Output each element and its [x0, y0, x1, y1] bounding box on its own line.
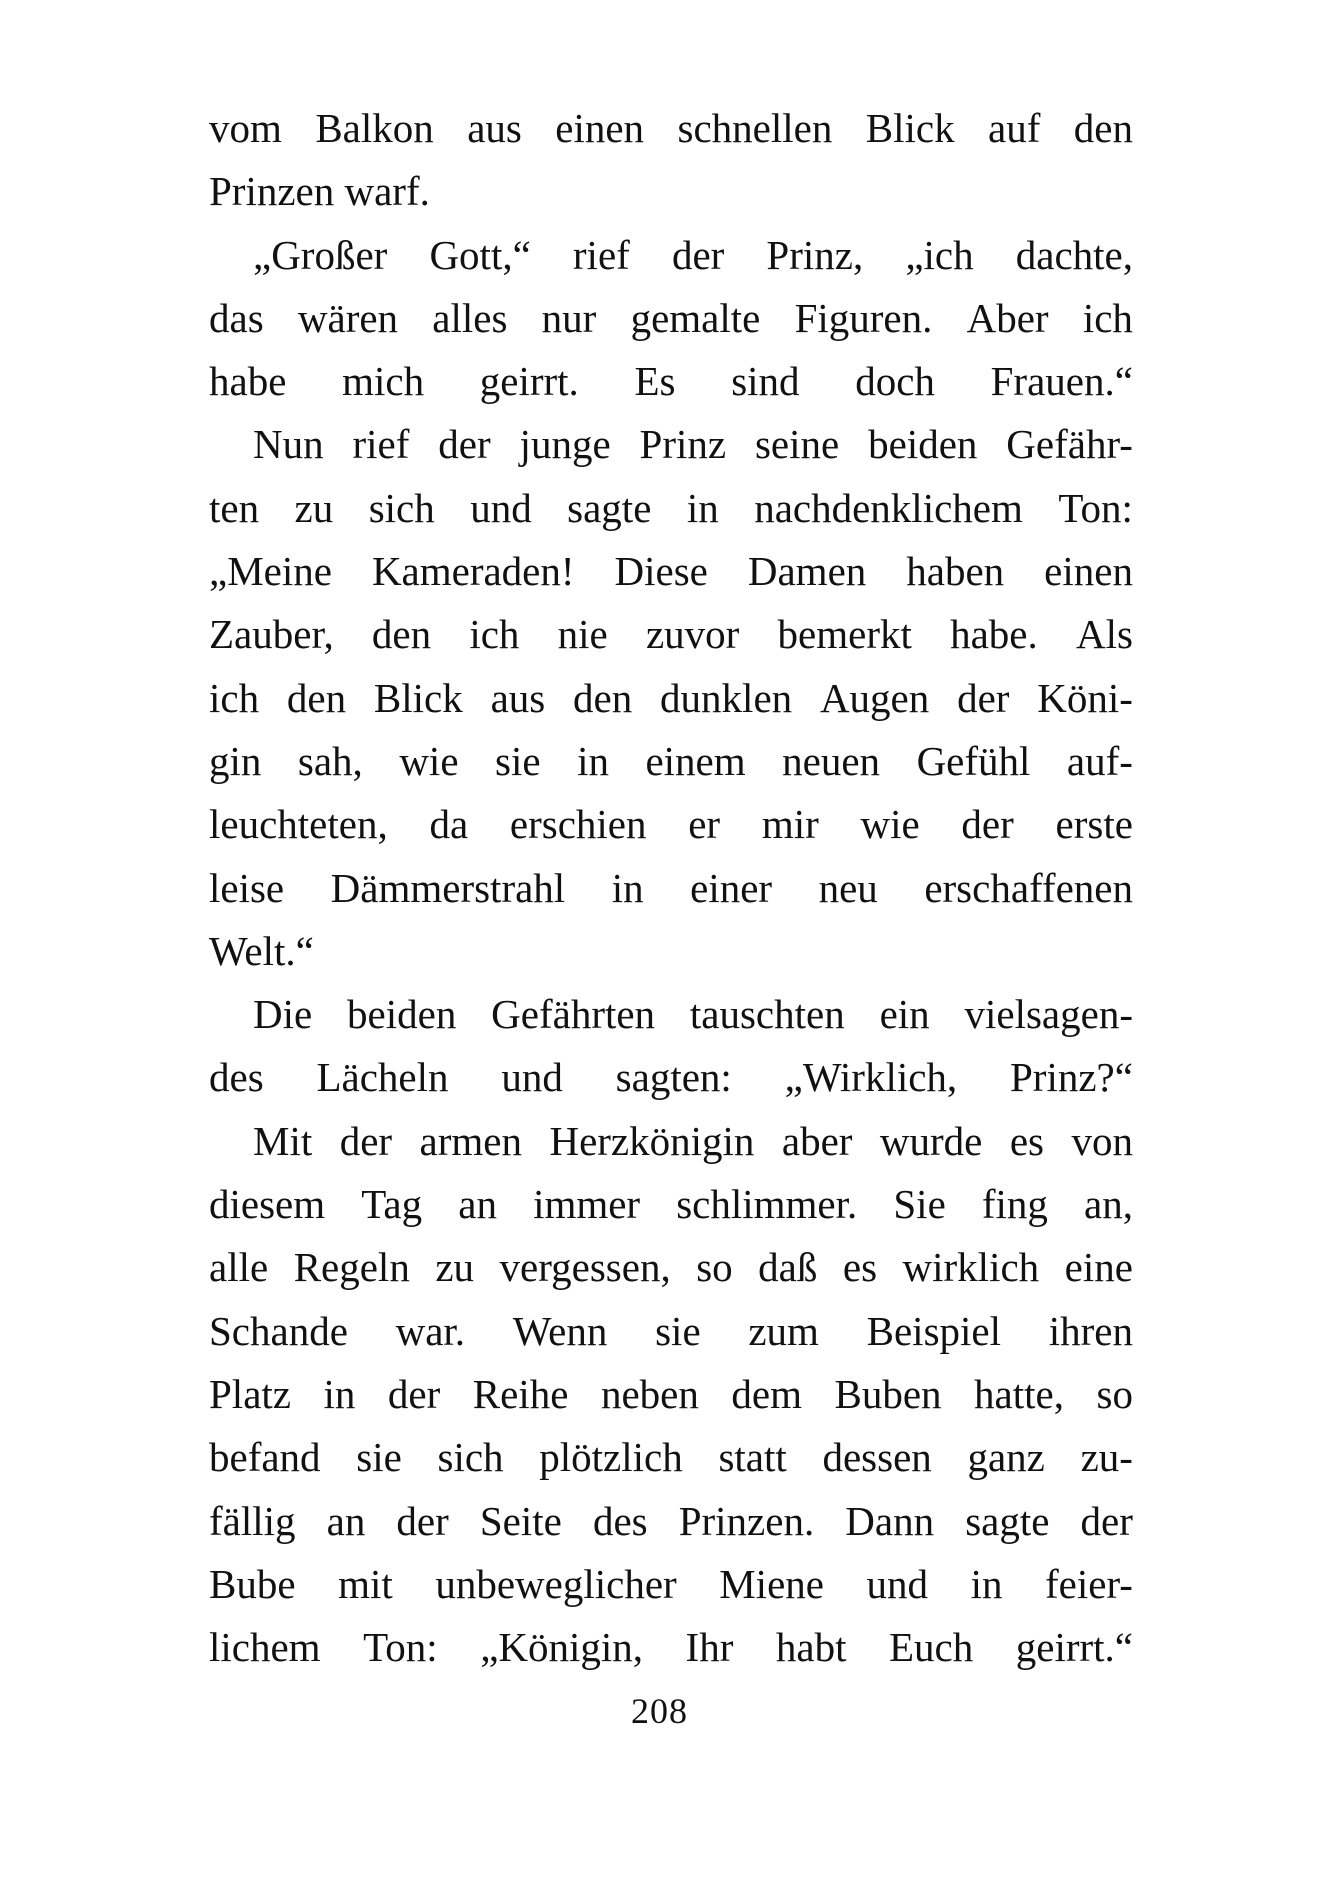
word: leise: [209, 864, 285, 911]
word: sagte: [567, 484, 652, 531]
word: es: [1009, 1117, 1045, 1164]
word: sich: [368, 484, 435, 531]
word: ganz: [967, 1434, 1045, 1481]
word: erschaffenen: [924, 864, 1133, 911]
word: und: [470, 484, 532, 531]
word: ihren: [1048, 1307, 1133, 1354]
word: der: [396, 1497, 449, 1544]
word: lichem: [209, 1624, 321, 1671]
word: des: [209, 1054, 264, 1101]
word: sagte: [965, 1497, 1050, 1544]
text-line: [209, 413, 1133, 476]
word: Platz: [209, 1370, 291, 1417]
word: an,: [1084, 1181, 1133, 1228]
word: Als: [1075, 611, 1133, 658]
word: auf-: [1066, 737, 1133, 784]
word: an: [458, 1181, 497, 1228]
word: Dämmerstrahl: [330, 864, 566, 911]
word: sich: [437, 1434, 504, 1481]
word: aus: [490, 674, 546, 721]
word: zum: [748, 1307, 819, 1354]
word: befand: [209, 1434, 321, 1481]
word: Prinz?“: [1010, 1054, 1133, 1101]
word: mir: [761, 801, 819, 848]
word: des: [592, 1497, 648, 1544]
word: neu: [818, 864, 878, 911]
word: diesem: [209, 1181, 326, 1228]
word: sie: [655, 1307, 701, 1354]
word: Gefähr-: [1006, 421, 1133, 468]
word: den: [573, 674, 633, 721]
word: einen: [1044, 548, 1133, 595]
word: so: [1096, 1370, 1133, 1417]
word: Köni-: [1037, 674, 1133, 721]
word: Es: [634, 358, 676, 405]
word: dem: [731, 1370, 802, 1417]
word: den: [371, 611, 432, 658]
word: Reihe: [472, 1370, 569, 1417]
word: auf: [988, 105, 1041, 151]
word: einen: [555, 105, 645, 151]
word: „Königin,: [480, 1624, 644, 1671]
word: Regeln: [293, 1244, 410, 1291]
word: der: [957, 674, 1010, 721]
word: Seite: [479, 1497, 562, 1544]
word: vergessen,: [499, 1244, 671, 1291]
word: sind: [731, 358, 800, 405]
word: ich: [1082, 294, 1133, 341]
text-line: [209, 97, 1133, 160]
text-line: [209, 1046, 1133, 1109]
word: wirklich: [902, 1244, 1040, 1291]
word: Augen: [819, 674, 930, 721]
word: seine: [754, 421, 840, 468]
word: ich: [469, 611, 520, 658]
text-line: Welt.“: [209, 927, 314, 974]
word: bemerkt: [777, 611, 912, 658]
body-text: [209, 97, 1133, 1679]
word: Dann: [845, 1497, 935, 1544]
word: feier-: [1045, 1560, 1133, 1607]
text-line: [209, 287, 1133, 350]
text-line: [209, 540, 1133, 603]
word: dunklen: [660, 674, 793, 721]
word: in: [577, 737, 609, 784]
word: ein: [879, 991, 930, 1038]
word: Sie: [893, 1181, 946, 1228]
word: der: [387, 1370, 441, 1417]
word: nachdenklichem: [754, 484, 1023, 531]
text-line: [209, 793, 1133, 856]
word: der: [671, 231, 725, 278]
word: Blick: [373, 674, 463, 721]
word: Diese: [614, 548, 708, 595]
word: alles: [432, 294, 508, 341]
word: unbeweglicher: [435, 1560, 677, 1607]
word: neben: [600, 1370, 699, 1417]
page-number: 208: [631, 1691, 688, 1731]
word: wären: [297, 294, 399, 341]
word: haben: [906, 548, 1005, 595]
word: Kameraden!: [371, 548, 575, 595]
word: wurde: [879, 1117, 983, 1164]
word: Schande: [209, 1307, 348, 1354]
word: Wenn: [512, 1307, 608, 1354]
text-line: [209, 603, 1133, 666]
text-line: [209, 983, 1133, 1046]
word: Bube: [209, 1560, 296, 1607]
word: leuchteten,: [209, 801, 388, 848]
word: habt: [775, 1624, 847, 1671]
word: einem: [645, 737, 746, 784]
text-line: [209, 1173, 1133, 1236]
word: tauschten: [689, 991, 845, 1038]
word: dachte,: [1015, 231, 1133, 278]
word: da: [429, 801, 469, 848]
word: gin: [209, 737, 262, 784]
word: armen: [419, 1117, 522, 1164]
word: hatte,: [974, 1370, 1064, 1417]
text-line: [209, 1553, 1133, 1616]
text-line: [209, 224, 1133, 287]
word: es: [842, 1244, 878, 1291]
word: sie: [356, 1434, 402, 1481]
word: sah,: [297, 737, 363, 784]
text-line: [209, 1363, 1133, 1426]
word: Mit: [253, 1117, 313, 1164]
word: mich: [342, 358, 425, 405]
word: Prinz,: [766, 231, 864, 278]
word: junge: [519, 421, 611, 468]
word: Gott,“: [429, 231, 531, 278]
word: wie: [399, 737, 459, 784]
word: „Meine: [209, 548, 332, 595]
text-line: [209, 1300, 1133, 1363]
word: Die: [253, 991, 313, 1038]
word: vom: [209, 105, 282, 151]
word: beiden: [347, 991, 457, 1038]
word: Beispiel: [866, 1307, 1002, 1354]
word: zu-: [1080, 1434, 1133, 1481]
word: sagten:: [615, 1054, 732, 1101]
word: Tag: [361, 1181, 423, 1228]
word: Ton:: [1058, 484, 1133, 531]
word: den: [1073, 105, 1133, 151]
word: von: [1071, 1117, 1133, 1164]
word: an: [326, 1497, 366, 1544]
word: statt: [718, 1434, 787, 1481]
word: erschien: [509, 801, 647, 848]
text-line: [209, 1616, 1133, 1679]
word: den: [286, 674, 347, 721]
word: Lächeln: [316, 1054, 449, 1101]
word: habe.: [950, 611, 1038, 658]
word: „Großer: [253, 231, 388, 278]
word: immer: [533, 1181, 641, 1228]
word: der: [339, 1117, 393, 1164]
word: der: [961, 801, 1014, 848]
word: plötzlich: [539, 1434, 683, 1481]
text-line: [209, 1236, 1133, 1299]
text-line: [209, 477, 1133, 540]
word: der: [438, 421, 491, 468]
word: Ihr: [685, 1624, 734, 1671]
word: gemalte: [630, 294, 761, 341]
word: Gefährten: [491, 991, 656, 1038]
text-line: [209, 1110, 1133, 1173]
word: Buben: [834, 1370, 942, 1417]
word: zu: [435, 1244, 475, 1291]
word: geirrt.“: [1015, 1624, 1133, 1671]
word: Zauber,: [209, 611, 334, 658]
word: „ich: [905, 231, 974, 278]
word: nie: [557, 611, 608, 658]
text-line: [209, 667, 1133, 730]
word: Frauen.“: [990, 358, 1133, 405]
word: aber: [781, 1117, 853, 1164]
text-line: [209, 350, 1133, 413]
word: fing: [981, 1181, 1048, 1228]
word: fällig: [209, 1497, 296, 1544]
word: in: [970, 1560, 1003, 1607]
word: das: [209, 294, 264, 341]
word: er: [688, 801, 721, 848]
word: zu: [294, 484, 334, 531]
word: einer: [690, 864, 773, 911]
word: beiden: [868, 421, 978, 468]
word: in: [686, 484, 719, 531]
word: aus: [467, 105, 522, 151]
word: Herzkönigin: [549, 1117, 755, 1164]
word: so: [696, 1244, 733, 1291]
word: Ton:: [363, 1624, 438, 1671]
word: dessen: [822, 1434, 932, 1481]
word: ten: [209, 484, 260, 531]
word: neuen: [782, 737, 881, 784]
word: Miene: [719, 1560, 824, 1607]
text-line: [209, 1490, 1133, 1553]
word: rief: [572, 231, 630, 278]
text-line: [209, 1426, 1133, 1489]
word: wie: [860, 801, 920, 848]
word: Prinzen.: [678, 1497, 815, 1544]
word: Prinz: [639, 421, 727, 468]
word: rief: [352, 421, 410, 468]
word: habe: [209, 358, 287, 405]
word: Nun: [253, 421, 324, 468]
word: und: [501, 1054, 563, 1101]
word: der: [1080, 1497, 1133, 1544]
word: doch: [855, 358, 935, 405]
word: geirrt.: [479, 358, 579, 405]
word: Balkon: [315, 105, 434, 151]
text-line: [209, 857, 1133, 920]
word: und: [866, 1560, 929, 1607]
word: vielsagen-: [964, 991, 1133, 1038]
word: in: [611, 864, 644, 911]
word: sie: [495, 737, 541, 784]
word: eine: [1064, 1244, 1133, 1291]
text-line: [209, 730, 1133, 793]
word: mit: [338, 1560, 393, 1607]
text-line: Prinzen warf.: [209, 168, 430, 215]
word: schnellen: [677, 105, 833, 151]
word: „Wirklich,: [784, 1054, 958, 1101]
word: Blick: [865, 105, 955, 151]
word: Aber: [966, 294, 1049, 341]
word: Damen: [747, 548, 867, 595]
word: daß: [758, 1244, 818, 1291]
word: erste: [1055, 801, 1133, 848]
word: zuvor: [645, 611, 740, 658]
word: Euch: [888, 1624, 974, 1671]
word: in: [323, 1370, 356, 1417]
word: nur: [541, 294, 597, 341]
word: ich: [209, 674, 260, 721]
word: Figuren.: [794, 294, 933, 341]
word: war.: [395, 1307, 466, 1354]
word: alle: [209, 1244, 269, 1291]
word: schlimmer.: [676, 1181, 858, 1228]
word: Gefühl: [916, 737, 1031, 784]
